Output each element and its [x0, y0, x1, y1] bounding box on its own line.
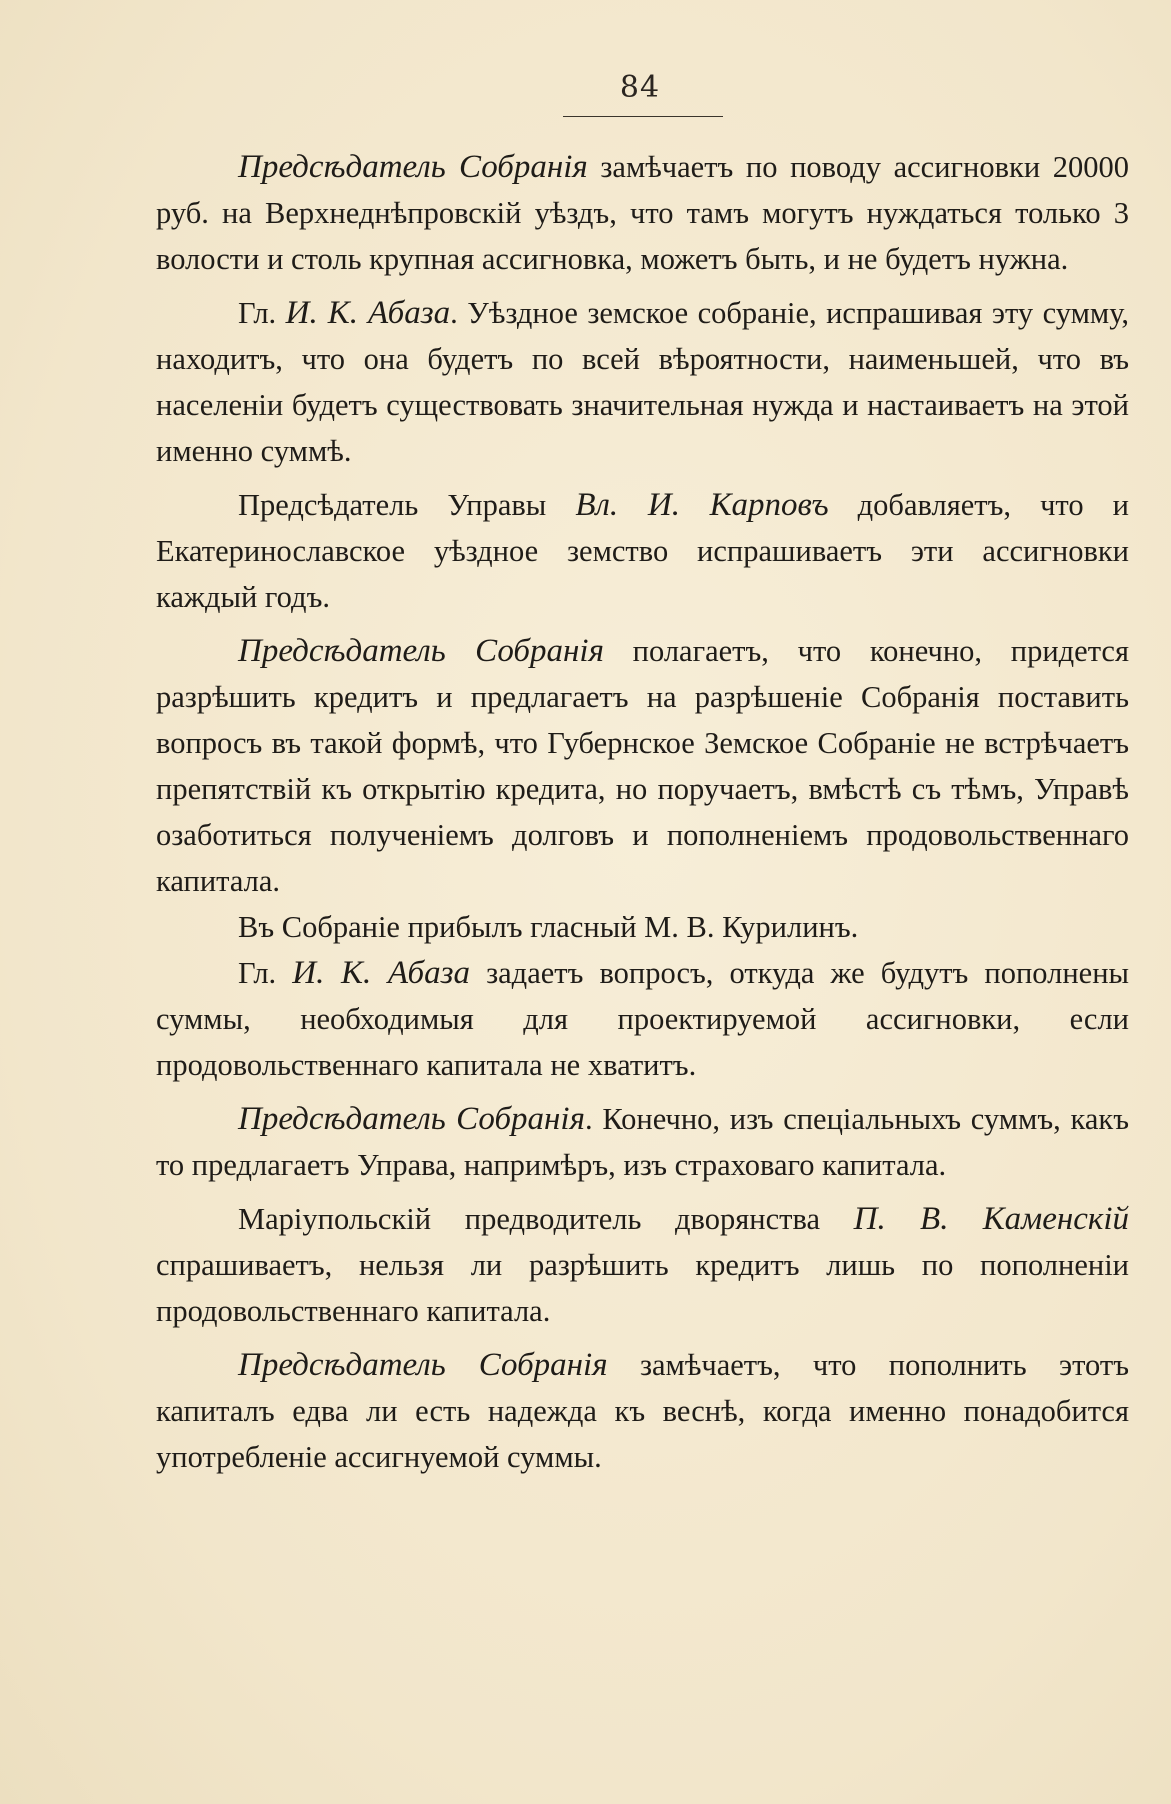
paragraph-9: [156, 1342, 1129, 1480]
speaker-prefix: Гл.: [238, 296, 286, 330]
paragraph-text: Въ Собраніе прибылъ гласный М. В. Курилинъ.: [238, 910, 859, 944]
paragraph-4: [156, 628, 1129, 904]
paragraph-2: [156, 290, 1129, 474]
speaker-name: И. К. Абаза: [292, 955, 471, 991]
speaker-name: И. К. Абаза: [285, 295, 451, 331]
paragraph-7: [156, 1096, 1129, 1188]
speaker-prefix: Гл.: [238, 956, 293, 990]
paragraph-text: замѣчаетъ по поводу ассигновки 20000 руб. на Верхнеднѣпровскій уѣздъ, что тамъ могутъ нуждаться только 3 волости и столь крупная ассигновка, можетъ быть, и не будетъ нужна.: [156, 150, 1129, 276]
speaker-name: Предсѣдатель Собранія: [238, 633, 604, 669]
paragraph-8: [156, 1196, 1129, 1334]
speaker-name: Предсѣдатель Собранія: [238, 1101, 585, 1137]
paragraph-text: задаетъ вопросъ, откуда же будутъ пополнены суммы, необходимыя для проектируемой ассигновки, если продовольственнаго капитала не хватитъ.: [156, 956, 1130, 1082]
paragraph-text: добавляетъ, что и Екатеринославское уѣздное земство испрашиваетъ эти ассигновки каждый годъ.: [156, 488, 1129, 614]
header-rule: [563, 116, 723, 117]
paragraph-3: [156, 482, 1129, 620]
paragraph-text: . Уѣздное земское собраніе, испрашивая эту сумму, находитъ, что она будетъ по всей вѣроятности, наименьшей, что въ населеніи будетъ существовать значительная нужда и настаиваетъ на этой именно суммѣ.: [156, 296, 1130, 468]
paragraph-5: [156, 904, 1129, 950]
speaker-name: Вл. И. Карповъ: [575, 487, 829, 523]
speaker-name: П. В. Каменскій: [853, 1201, 1129, 1237]
paragraph-6: [156, 950, 1129, 1088]
speaker-name: Предсѣдатель Собранія: [238, 149, 588, 185]
speaker-prefix: Предсѣдатель Управы: [238, 488, 576, 522]
speaker-name: Предсѣдатель Собранія: [238, 1347, 608, 1383]
body-text: [156, 144, 1129, 1480]
speaker-prefix: Маріупольскій предводитель дворянства: [238, 1202, 854, 1236]
paragraph-1: [156, 144, 1129, 282]
page-number: 84: [619, 70, 661, 105]
paragraph-text: спрашиваетъ, нельзя ли разрѣшить кредитъ лишь по пополненіи продовольственнаго капитала.: [156, 1248, 1129, 1328]
paragraph-text: замѣчаетъ, что пополнить этотъ капиталъ едва ли есть надежда къ веснѣ, когда именно понадобится употребленіе ассигнуемой суммы.: [156, 1348, 1130, 1474]
paragraph-text: . Конечно, изъ спеціальныхъ суммъ, какъ то предлагаетъ Управа, напримѣръ, изъ страховаго капитала.: [156, 1102, 1129, 1182]
paragraph-text: полагаетъ, что конечно, придется разрѣшить кредитъ и предлагаетъ на разрѣшеніе Собранія поставить вопросъ въ такой формѣ, что Губернское Земское Собраніе не встрѣчаетъ препятствій къ открытію кредита, но поручаетъ, вмѣстѣ съ тѣмъ, Управѣ озаботиться полученіемъ долговъ и пополненіемъ продовольственнаго капитала.: [156, 634, 1129, 898]
